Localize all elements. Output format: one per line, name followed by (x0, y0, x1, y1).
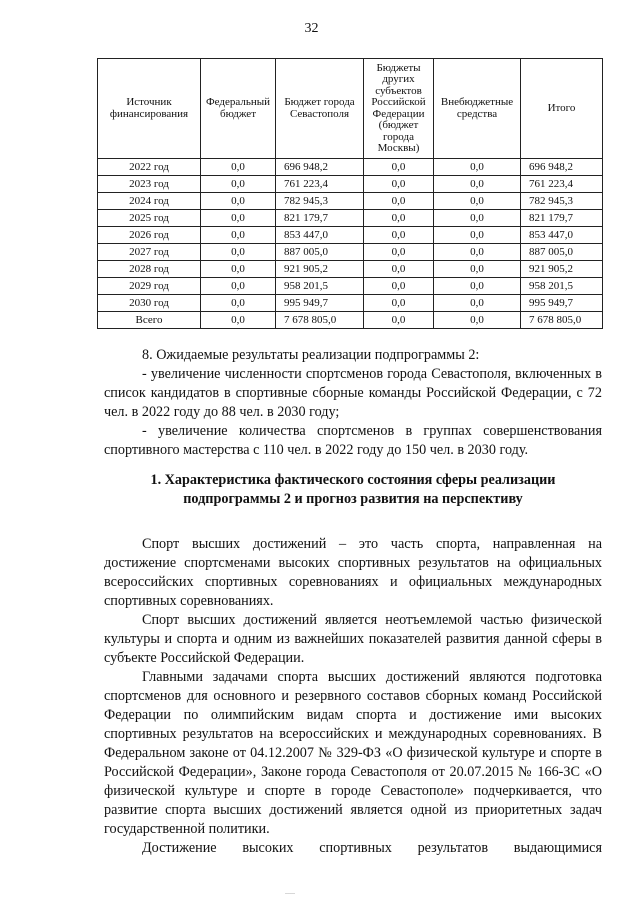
results-block (104, 346, 602, 460)
value-cell: 7 678 805,0 (521, 312, 603, 329)
row-label-cell: 2025 год (98, 210, 201, 227)
table-row (98, 227, 603, 244)
value-cell: 7 678 805,0 (276, 312, 364, 329)
value-cell: 0,0 (434, 278, 521, 295)
row-label-cell: 2023 год (98, 176, 201, 193)
value-cell: 0,0 (201, 261, 276, 278)
value-cell: 958 201,5 (276, 278, 364, 295)
table-row (98, 261, 603, 278)
value-cell: 0,0 (364, 312, 434, 329)
value-cell: 921 905,2 (521, 261, 603, 278)
row-label-cell: 2030 год (98, 295, 201, 312)
row-label-cell: Всего (98, 312, 201, 329)
value-cell: 761 223,4 (521, 176, 603, 193)
table-row (98, 312, 603, 329)
value-cell: 0,0 (364, 193, 434, 210)
value-cell: 0,0 (364, 227, 434, 244)
table-row (98, 193, 603, 210)
row-label-cell: 2027 год (98, 244, 201, 261)
value-cell: 0,0 (201, 210, 276, 227)
value-cell: 0,0 (201, 159, 276, 176)
value-cell: 0,0 (434, 176, 521, 193)
paragraph-3: Главными задачами спорта высших достижений являются подготовка спортсменов для основного и резервного составов сборных команд Российской Федерации по олимпийским видам спорта и достижение ими высоких спортивных результатов на всероссийских и международных соревнованиях. В Федеральном законе от 04.12.2007 № 329-ФЗ «О физической культуре и спорте в Российской Федерации», Законе города Севастополя от 20.07.2015 № 166-ЗС «О физической культуре и спорте в городе Севастополе» подчеркивается, что развитие спорта высших достижений является одной из приоритетных задач государственной политики. (104, 669, 602, 837)
value-cell: 782 945,3 (521, 193, 603, 210)
value-cell: 887 005,0 (276, 244, 364, 261)
table-row (98, 244, 603, 261)
value-cell: 0,0 (201, 278, 276, 295)
header-total: Итого (521, 59, 603, 159)
table-row (98, 278, 603, 295)
value-cell: 887 005,0 (521, 244, 603, 261)
footer-mark: ..... (285, 887, 295, 896)
row-label-cell: 2029 год (98, 278, 201, 295)
header-other-subjects: Бюджеты других субъектов Российской Федерации (бюджет города Москвы) (364, 59, 434, 159)
value-cell: 0,0 (201, 227, 276, 244)
value-cell: 921 905,2 (276, 261, 364, 278)
value-cell: 0,0 (434, 227, 521, 244)
value-cell: 995 949,7 (276, 295, 364, 312)
header-source: Источник финансирования (98, 59, 201, 159)
value-cell: 0,0 (201, 295, 276, 312)
value-cell: 821 179,7 (521, 210, 603, 227)
table-row (98, 159, 603, 176)
table-row (98, 210, 603, 227)
section-block (104, 471, 602, 858)
section-title-line-1: 1. Характеристика фактического состояния сферы реализации (150, 472, 556, 488)
value-cell: 0,0 (434, 261, 521, 278)
paragraph-4: Достижение высоких спортивных результатов выдающимися (142, 840, 602, 856)
value-cell: 696 948,2 (276, 159, 364, 176)
results-heading: 8. Ожидаемые результаты реализации подпрограммы 2: (142, 347, 480, 363)
value-cell: 0,0 (201, 312, 276, 329)
value-cell: 696 948,2 (521, 159, 603, 176)
results-item-1: - увеличение численности спортсменов города Севастополя, включенных в список кандидатов в спортивные сборные команды Российской Федерации, с 72 чел. в 2022 году до 88 чел. в 2030 году; (104, 366, 602, 420)
value-cell: 995 949,7 (521, 295, 603, 312)
row-label-cell: 2028 год (98, 261, 201, 278)
header-extrabudget: Внебюджетные средства (434, 59, 521, 159)
value-cell: 958 201,5 (521, 278, 603, 295)
value-cell: 0,0 (364, 278, 434, 295)
header-sevastopol: Бюджет города Севастополя (276, 59, 364, 159)
value-cell: 0,0 (364, 210, 434, 227)
value-cell: 0,0 (364, 176, 434, 193)
value-cell: 853 447,0 (276, 227, 364, 244)
value-cell: 761 223,4 (276, 176, 364, 193)
value-cell: 0,0 (364, 244, 434, 261)
section-title-line-2: подпрограммы 2 и прогноз развития на перспективу (183, 491, 523, 507)
value-cell: 0,0 (201, 193, 276, 210)
financing-table (97, 58, 603, 329)
value-cell: 0,0 (434, 210, 521, 227)
results-item-2: - увеличение количества спортсменов в группах совершенствования спортивного мастерства с 110 чел. в 2022 году до 150 чел. в 2030 году. (104, 423, 602, 458)
value-cell: 782 945,3 (276, 193, 364, 210)
value-cell: 0,0 (201, 176, 276, 193)
row-label-cell: 2026 год (98, 227, 201, 244)
value-cell: 0,0 (434, 295, 521, 312)
value-cell: 0,0 (434, 193, 521, 210)
table-row (98, 295, 603, 312)
value-cell: 0,0 (364, 261, 434, 278)
header-federal: Федеральный бюджет (201, 59, 276, 159)
row-label-cell: 2022 год (98, 159, 201, 176)
paragraph-2: Спорт высших достижений является неотъемлемой частью физической культуры и спорта и одним из важнейших показателей развития данной сферы в субъекте Российской Федерации. (104, 612, 602, 666)
page-number: 32 (304, 21, 319, 36)
table-header-row (98, 59, 603, 159)
value-cell: 0,0 (434, 159, 521, 176)
table-row (98, 176, 603, 193)
value-cell: 853 447,0 (521, 227, 603, 244)
value-cell: 0,0 (364, 159, 434, 176)
value-cell: 0,0 (364, 295, 434, 312)
paragraph-1: Спорт высших достижений – это часть спорта, направленная на достижение спортсменами высоких спортивных результатов на официальных всероссийских спортивных соревнованиях и официальных международных спортивных соревнованиях. (104, 536, 602, 609)
value-cell: 0,0 (201, 244, 276, 261)
value-cell: 0,0 (434, 244, 521, 261)
value-cell: 821 179,7 (276, 210, 364, 227)
value-cell: 0,0 (434, 312, 521, 329)
row-label-cell: 2024 год (98, 193, 201, 210)
